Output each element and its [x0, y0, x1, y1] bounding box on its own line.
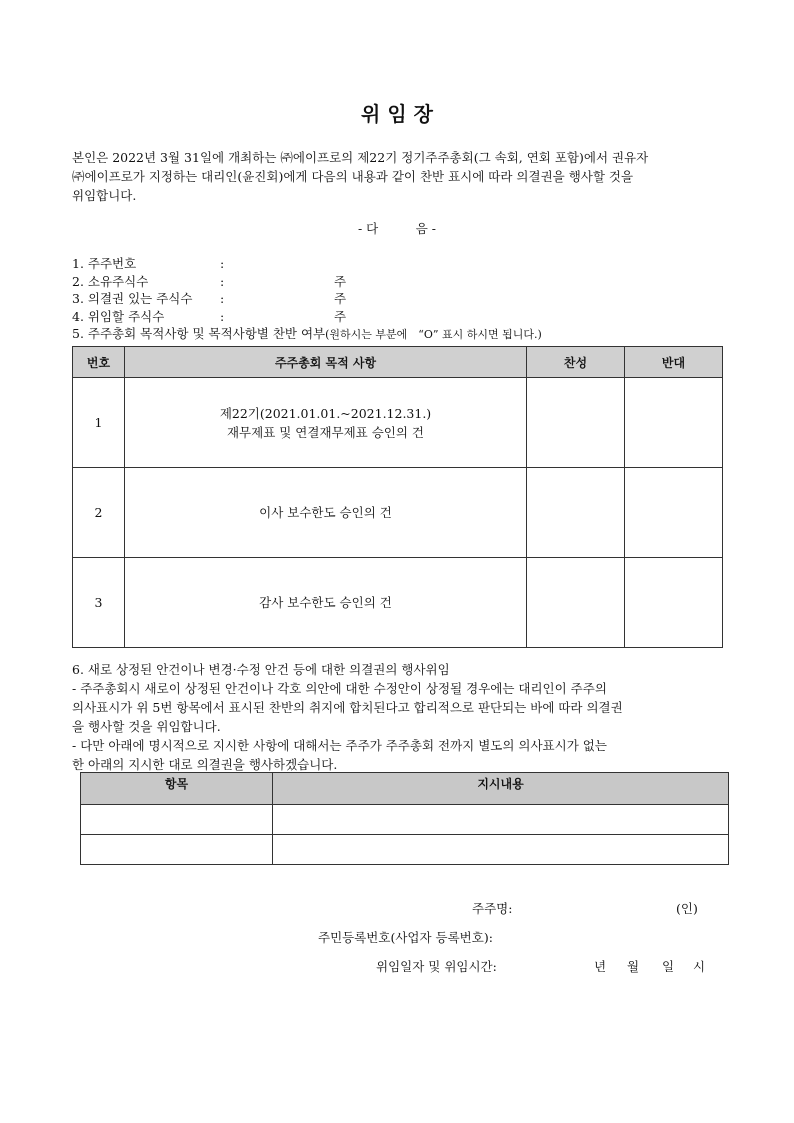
table-row [81, 805, 729, 835]
item-label: 1. 주주번호 [72, 256, 137, 271]
instruction-cell[interactable] [273, 805, 729, 835]
month-label: 월 [627, 959, 640, 974]
item-unit: 주 [334, 291, 347, 306]
year-label: 년 [594, 959, 607, 974]
hour-label: 시 [693, 959, 706, 974]
shareholder-items [72, 255, 732, 343]
section-divider-heading: - 다 음 - [357, 221, 437, 236]
header-number: 번호 [73, 347, 125, 378]
shareholder-name-label: 주주명: [472, 901, 513, 916]
delegation-date-label: 위임일자 및 위임시간: [376, 959, 497, 974]
approve-cell[interactable] [527, 468, 625, 558]
row-agenda: 감사 보수한도 승인의 건 [125, 558, 527, 648]
intro-line-1: 본인은 2022년 3월 31일에 개최하는 ㈜에이프로의 제22기 정기주주총회(그 속회, 연회 포함)에서 권유자 [72, 150, 649, 165]
item-cell[interactable] [81, 835, 273, 865]
item-label: 2. 소유주식수 [72, 273, 149, 289]
row-agenda: 이사 보수한도 승인의 건 [125, 468, 527, 558]
item-delegated-shares [72, 308, 732, 326]
row-agenda [125, 378, 527, 468]
section-6-line: - 다만 아래에 명시적으로 지시한 사항에 대해서는 주주가 주주총회 전까지 별도의 의사표시가 없는 [72, 738, 607, 753]
table-row [73, 468, 723, 558]
oppose-cell[interactable] [625, 378, 723, 468]
table-row [73, 378, 723, 468]
table-row [81, 835, 729, 865]
item-colon: : [220, 273, 225, 289]
item-note: (원하시는 부분에 “O” 표시 하시면 됩니다.) [325, 328, 542, 341]
instruction-table [80, 772, 729, 865]
section-6-line: 을 행사할 것을 위임합니다. [72, 719, 221, 734]
row-number: 3 [73, 558, 125, 648]
item-colon: : [220, 308, 225, 324]
oppose-cell[interactable] [625, 558, 723, 648]
day-label: 일 [662, 959, 675, 974]
section-6 [72, 660, 724, 774]
section-6-heading: 6. 새로 상정된 안건이나 변경·수정 안건 등에 대한 의결권의 행사위임 [72, 662, 450, 677]
item-label: 5. 주주총회 목적사항 및 목적사항별 찬반 여부 [72, 326, 326, 341]
item-label: 4. 위임할 주식수 [72, 308, 165, 324]
item-colon: : [220, 291, 225, 306]
header-agenda: 주주총회 목적 사항 [125, 347, 527, 378]
item-shareholder-number [72, 255, 732, 273]
seal-mark: (인) [676, 901, 698, 916]
page-title: 위 임 장 [361, 102, 433, 126]
item-cell[interactable] [81, 805, 273, 835]
approve-cell[interactable] [527, 558, 625, 648]
intro-line-3: 위임합니다. [72, 188, 137, 203]
section-6-line: - 주주총회시 새로이 상정된 안건이나 각호 의안에 대한 수정안이 상정될 경우에는 대리인이 주주의 [72, 681, 607, 696]
agenda-vote-table [72, 346, 723, 648]
table-header-row [73, 347, 723, 378]
oppose-cell[interactable] [625, 468, 723, 558]
item-colon: : [220, 256, 225, 271]
agenda-line: 제22기(2021.01.01.~2021.12.31.) [219, 405, 432, 421]
header-oppose: 반대 [625, 347, 723, 378]
table-row [73, 558, 723, 648]
instruction-cell[interactable] [273, 835, 729, 865]
row-number: 2 [73, 468, 125, 558]
item-agenda-votes [72, 325, 732, 343]
item-voting-shares [72, 290, 732, 308]
header-approve: 찬성 [527, 347, 625, 378]
item-label: 3. 의결권 있는 주식수 [72, 291, 193, 306]
id-number-label: 주민등록번호(사업자 등록번호): [318, 930, 493, 945]
item-owned-shares [72, 273, 732, 291]
item-unit: 주 [334, 308, 347, 324]
item-unit: 주 [334, 273, 347, 289]
header-item: 항목 [81, 773, 273, 805]
intro-line-2: ㈜에이프로가 지정하는 대리인(윤진회)에게 다음의 내용과 같이 찬반 표시에 따라 의결권을 행사할 것을 [72, 169, 634, 184]
intro-paragraph [72, 148, 722, 205]
table-header-row [81, 773, 729, 805]
section-6-line: 한 아래의 지시한 대로 의결권을 행사하겠습니다. [72, 757, 338, 772]
approve-cell[interactable] [527, 378, 625, 468]
row-number: 1 [73, 378, 125, 468]
header-instruction: 지시내용 [273, 773, 729, 805]
agenda-line: 재무제표 및 연결재무제표 승인의 건 [226, 424, 425, 440]
section-6-line: 의사표시가 위 5번 항목에서 표시된 찬반의 취지에 합치된다고 합리적으로 판단되는 바에 따라 의결권 [72, 700, 623, 715]
